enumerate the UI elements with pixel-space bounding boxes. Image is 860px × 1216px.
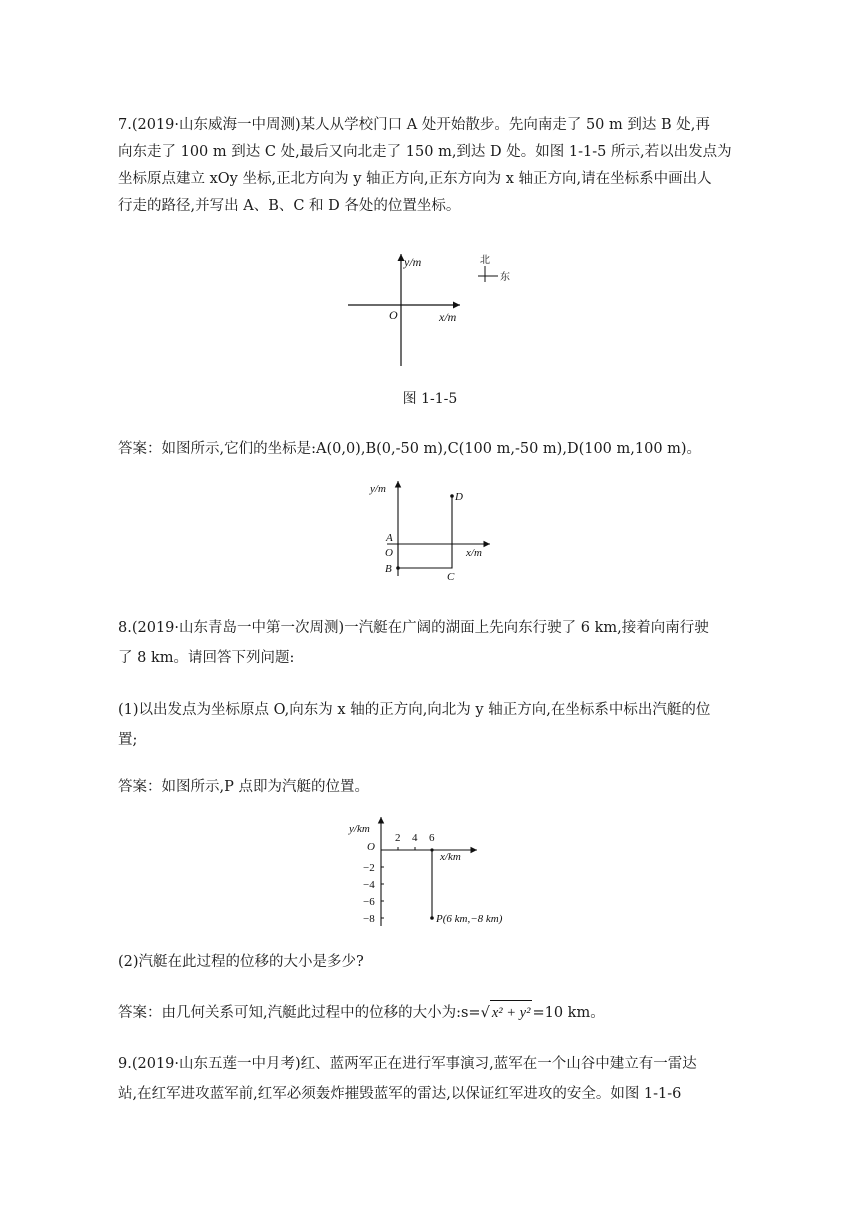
text-line: 行走的路径,并写出 A、B、C 和 D 各处的位置坐标。 [118, 198, 461, 214]
question-9-text [118, 1049, 758, 1109]
origin-label: O [367, 841, 375, 853]
text-line: (1)以出发点为坐标原点 O,向东为 x 轴的正方向,向北为 y 轴正方向,在坐标系中标出汽艇的位 [118, 702, 711, 718]
x-axis-label: x/km [440, 851, 461, 863]
text-line: 8.(2019·山东青岛一中第一次周测)一汽艇在广阔的湖面上先向东行驶了 6 km,接着向南行驶 [118, 620, 709, 636]
point-c-label: C [447, 571, 455, 583]
text-line: 7.(2019·山东威海一中周测)某人从学校门口 A 处开始散步。先向南走了 50 m 到达 B 处,再 [118, 117, 710, 133]
point-b [396, 566, 400, 570]
point-d [450, 494, 454, 498]
text-line: 置; [118, 732, 138, 748]
walking-path [398, 496, 452, 568]
sqrt-radicand: x² + y² [490, 1000, 533, 1025]
x-tick-label: 6 [429, 832, 435, 844]
question-8-text [118, 613, 758, 673]
y-tick-label: −6 [363, 896, 375, 908]
origin-label: O [385, 547, 393, 559]
point-p-label: P(6 km,−8 km) [436, 913, 503, 925]
text-line: 了 8 km。请回答下列问题: [118, 650, 295, 666]
x-axis-label: x/m [439, 310, 457, 324]
point-a-label: A [386, 532, 393, 544]
answer-text [118, 1000, 758, 1025]
answer-text: 答案：如图所示,它们的坐标是:A(0,0),B(0,-50 m),C(100 m,-50 m),D(100 m,100 m)。 [118, 441, 702, 457]
question-7-text [118, 112, 758, 220]
y-axis-label: y/m [404, 255, 422, 269]
question-7-answer [118, 437, 758, 461]
y-tick-label: −4 [363, 879, 375, 891]
point-6 [430, 848, 433, 851]
y-axis-label: y/km [349, 823, 370, 835]
answer-suffix: =10 km。 [532, 1005, 605, 1021]
point-p [430, 916, 434, 920]
y-tick-label: −8 [363, 913, 375, 925]
origin-label: O [389, 308, 398, 322]
text-line: 向东走了 100 m 到达 C 处,最后又向北走了 150 m,到达 D 处。如图 1-1-5 所示,若以出发点为 [118, 144, 732, 160]
question-8-answer-1 [118, 775, 758, 799]
text-line: 9.(2019·山东五莲一中月考)红、蓝两军正在进行军事演习,蓝军在一个山谷中建立有一雷达 [118, 1056, 697, 1072]
answer-7-figure [365, 476, 495, 586]
x-tick-label: 2 [395, 832, 401, 844]
answer-8-figure [345, 814, 520, 934]
x-tick-label: 4 [412, 832, 418, 844]
compass-east-label: 东 [500, 272, 510, 283]
y-tick-label: −2 [363, 862, 375, 874]
answer-prefix: 答案：由几何关系可知,汽艇此过程中的位移的大小为:s= [118, 1005, 481, 1021]
question-8-part-2 [118, 950, 758, 974]
sqrt-sign: √ [480, 1005, 490, 1021]
question-8-answer-2 [118, 1000, 758, 1025]
text-line: 站,在红军进攻蓝军前,红军必须轰炸摧毁蓝军的雷达,以保证红军进攻的安全。如图 1-1-6 [118, 1086, 682, 1102]
text-line: 坐标原点建立 xOy 坐标,正北方向为 y 轴正方向,正东方向为 x 轴正方向,请在坐标系中画出人 [118, 171, 712, 187]
figure-1-1-5 [340, 248, 520, 373]
point-d-label: D [455, 491, 463, 503]
point-b-label: B [385, 563, 392, 575]
compass-north-label: 北 [480, 255, 490, 266]
figure-caption: 图 1-1-5 [402, 391, 458, 407]
question-8-part-1 [118, 695, 758, 755]
answer-text: 答案：如图所示,P 点即为汽艇的位置。 [118, 779, 369, 795]
x-axis-label: x/m [466, 547, 482, 559]
y-axis-label: y/m [370, 483, 386, 495]
text-line: (2)汽艇在此过程的位移的大小是多少? [118, 954, 364, 970]
